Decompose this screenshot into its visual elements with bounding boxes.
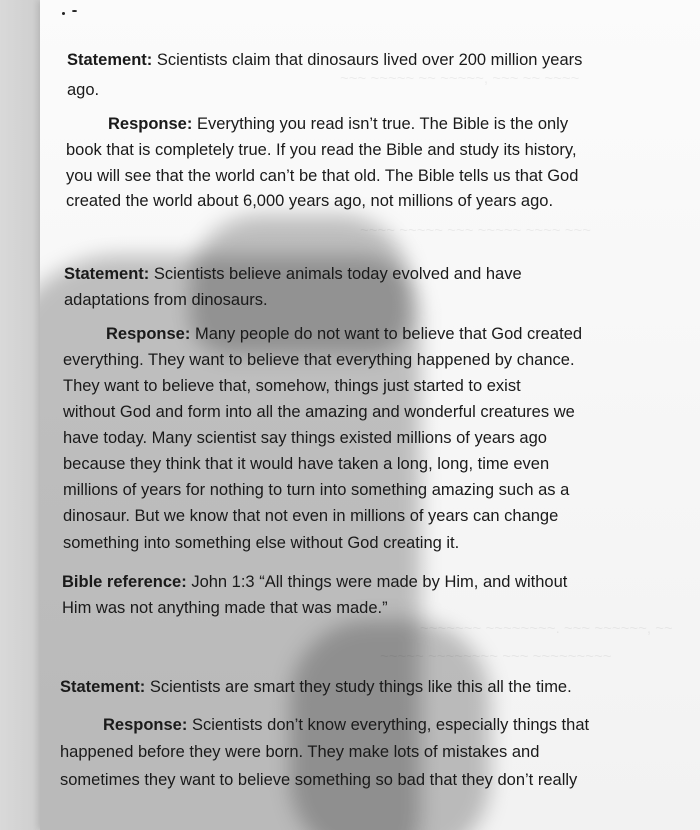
bible-reference-label: Bible reference: [62, 573, 187, 591]
response-text: Scientists don’t know everything, especially things that [191, 716, 590, 734]
response-line [63, 480, 569, 500]
pen-mark [62, 12, 65, 15]
response-text: dinosaur. But we know that not even in millions of years can change [63, 507, 559, 525]
response-text: Many people do not want to believe that God created [194, 325, 583, 343]
response-text: without God and form into all the amazing and wonderful creatures we [63, 403, 575, 421]
bleed-through-text: ~~~~~ ~~~~~~~~ ~~~ ~~~~~~~~~ [380, 648, 612, 665]
response-text: you will see that the world can’t be that old. The Bible tells us that God [66, 167, 579, 185]
response-line [63, 506, 558, 526]
statement-line [67, 50, 582, 70]
response-text: created the world about 6,000 years ago, not millions of years ago. [66, 192, 554, 210]
pen-mark [72, 10, 77, 12]
bleed-through-text: ~~~~ ~~~~~ ~~~ ~~~~~ ~~~~ ~~~ [360, 222, 592, 239]
response-text: sometimes they want to believe something so bad that they don’t really [60, 771, 578, 789]
response-label: Response: [106, 325, 191, 343]
response-line [66, 166, 578, 186]
response-text: have today. Many scientist say things existed millions of years ago [63, 429, 547, 447]
response-text: happened before they were born. They make lots of mistakes and [60, 743, 540, 761]
response-text: everything. They want to believe that everything happened by chance. [63, 351, 575, 369]
response-line [63, 402, 575, 422]
bible-reference-line [62, 572, 567, 592]
response-line [63, 350, 575, 370]
response-line [60, 770, 577, 790]
paper-sheet [40, 0, 700, 830]
statement-text: adaptations from dinosaurs. [64, 291, 268, 309]
bleed-through-text: ~~~~~~~ ~~~~~~~~. ~~~ ~~~~~~, ~~ [420, 620, 673, 637]
response-line [108, 114, 568, 134]
response-line [66, 191, 553, 211]
statement-label: Statement: [64, 265, 150, 283]
statement-line [67, 80, 99, 100]
response-line [103, 715, 589, 735]
response-line [63, 376, 521, 396]
bible-reference-line [62, 598, 388, 618]
response-label: Response: [103, 716, 188, 734]
statement-text: Scientists believe animals today evolved and have [153, 265, 522, 283]
statement-text: Scientists claim that dinosaurs lived over 200 million years [156, 51, 583, 69]
statement-line [60, 677, 572, 697]
response-line [63, 533, 459, 553]
statement-label: Statement: [67, 51, 153, 69]
statement-label: Statement: [60, 678, 146, 696]
response-line [60, 742, 539, 762]
response-line [66, 140, 577, 160]
statement-text: Scientists are smart they study things like this all the time. [149, 678, 572, 696]
statement-line [64, 290, 268, 310]
response-label: Response: [108, 115, 193, 133]
statement-text: ago. [67, 81, 100, 99]
response-line [63, 454, 549, 474]
response-line [63, 428, 547, 448]
response-text: millions of years for nothing to turn into something amazing such as a [63, 481, 570, 499]
statement-line [64, 264, 522, 284]
response-line [106, 324, 582, 344]
bleed-through-text: ~~~ ~~~~~ ~~ ~~~~~, ~~~ ~~ ~~~~ [340, 70, 580, 87]
response-text: Everything you read isn’t true. The Bible is the only [196, 115, 569, 133]
bible-reference-text: Him was not anything made that was made.” [62, 599, 388, 617]
response-text: something into something else without God creating it. [63, 534, 460, 552]
response-text: book that is completely true. If you read the Bible and study its history, [66, 141, 577, 159]
response-text: because they think that it would have taken a long, long, time even [63, 455, 550, 473]
bible-reference-text: John 1:3 “All things were made by Him, and without [191, 573, 568, 591]
response-text: They want to believe that, somehow, things just started to exist [63, 377, 521, 395]
